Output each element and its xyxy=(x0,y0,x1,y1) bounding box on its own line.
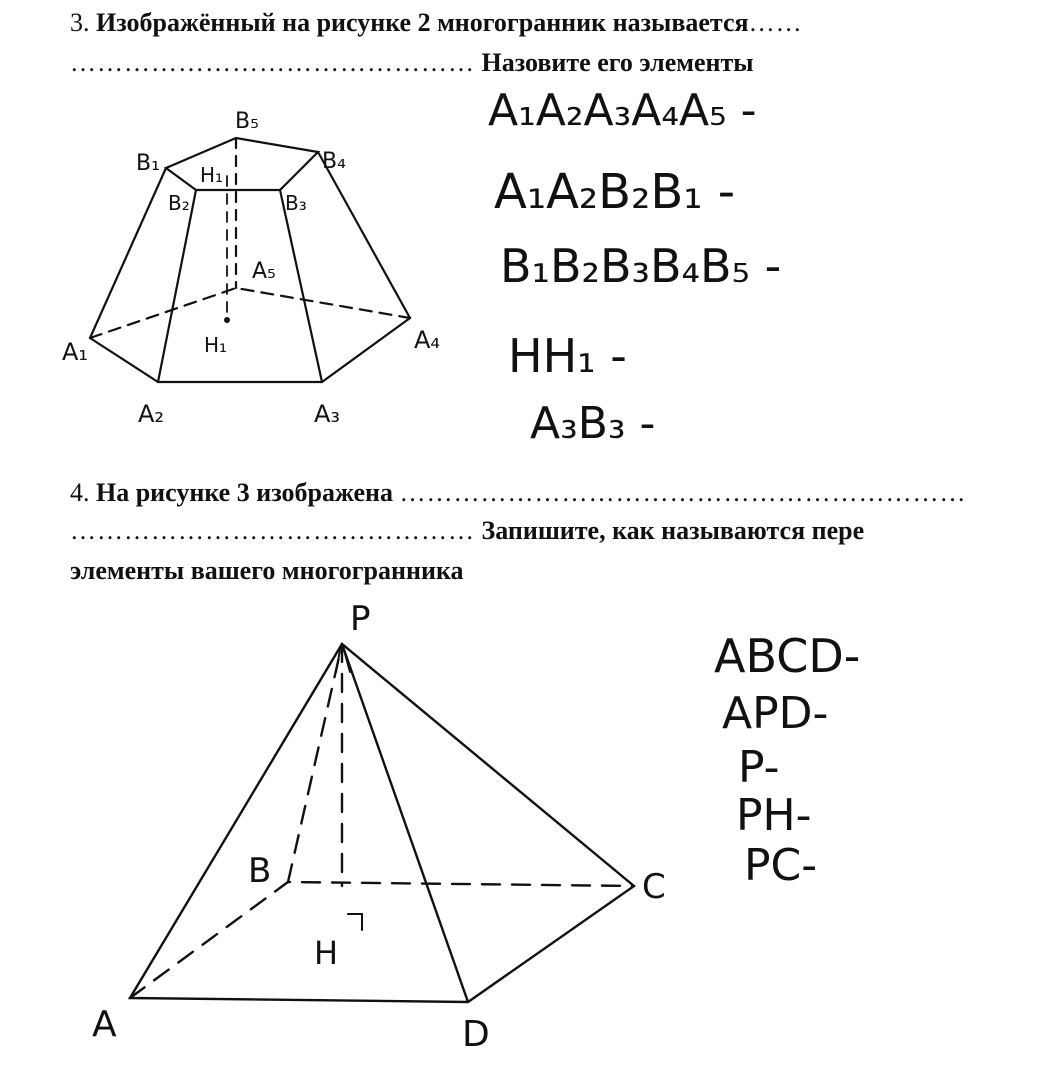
task4-dots-b: ……………………………………… xyxy=(70,516,475,545)
task4-dots-a: ……………………………………………………… xyxy=(399,478,967,507)
pyramid-visible-edges xyxy=(130,644,634,1002)
label-b3: B₃ xyxy=(285,191,307,215)
task4-answer-height: PH- xyxy=(736,790,812,841)
label-a1: A₁ xyxy=(62,338,89,366)
task3-dots-b: ……………………………………… xyxy=(70,48,475,77)
pyramid-hidden-edges xyxy=(130,644,634,998)
label-d: D xyxy=(462,1014,490,1055)
label-a5: A₅ xyxy=(252,259,276,284)
task3-question-start: Изображённый на рисунке 2 многогранник называется xyxy=(96,8,749,37)
frustum-bottom-visible xyxy=(90,318,410,382)
task4-answer-base: ABCD- xyxy=(714,629,861,683)
label-b5: B₅ xyxy=(235,109,259,134)
task4-answer-edge: PC- xyxy=(744,840,818,891)
task3-question-end: Назовите его элементы xyxy=(481,48,754,77)
task4-number: 4. xyxy=(70,478,90,507)
label-c: C xyxy=(642,867,666,907)
label-b1: B₁ xyxy=(136,151,160,176)
frustum-top-face xyxy=(166,138,318,190)
task4-answer-apex: P- xyxy=(738,742,780,793)
label-a: A xyxy=(92,1004,117,1045)
label-b2: B₂ xyxy=(168,191,190,215)
label-a4: A₄ xyxy=(414,326,441,354)
task4-answer-face: APD- xyxy=(722,688,829,739)
label-b4: B₄ xyxy=(322,149,346,174)
label-h1-top: H₁ xyxy=(200,163,224,187)
task3-answer-face: A₁A₂B₂B₁ - xyxy=(494,164,736,220)
frustum-bottom-hidden xyxy=(90,288,410,338)
task3-dots-a: …… xyxy=(748,8,803,37)
label-p: P xyxy=(350,599,371,639)
frustum-lateral-edges xyxy=(90,152,410,382)
label-a2: A₂ xyxy=(138,400,165,428)
task4-answers xyxy=(714,629,860,891)
pyramid-labels xyxy=(92,599,666,1055)
task3-answer-base: A₁A₂A₃A₄A₅ - xyxy=(488,85,757,136)
pyramid-right-angle xyxy=(348,914,362,930)
task3-number: 3. xyxy=(70,8,90,37)
pyramid-figure xyxy=(130,644,634,1002)
frustum-h-point xyxy=(224,317,230,323)
label-b: B xyxy=(248,851,272,891)
label-h: H xyxy=(314,934,339,972)
task4-question-mid: Запишите, как называются пере xyxy=(481,516,865,545)
label-h1-bottom: H₁ xyxy=(204,333,228,357)
task3-answer-edge: A₃B₃ - xyxy=(530,398,656,449)
task3-answer-top-base: B₁B₂B₃B₄B₅ - xyxy=(500,239,782,293)
task4-question-end: элементы вашего многогранника xyxy=(70,556,464,585)
task3-answers xyxy=(488,85,781,449)
task4-question-start: На рисунке 3 изображена xyxy=(96,478,393,507)
task3-answer-height: HH₁ - xyxy=(508,329,627,383)
label-a3: A₃ xyxy=(314,400,341,428)
